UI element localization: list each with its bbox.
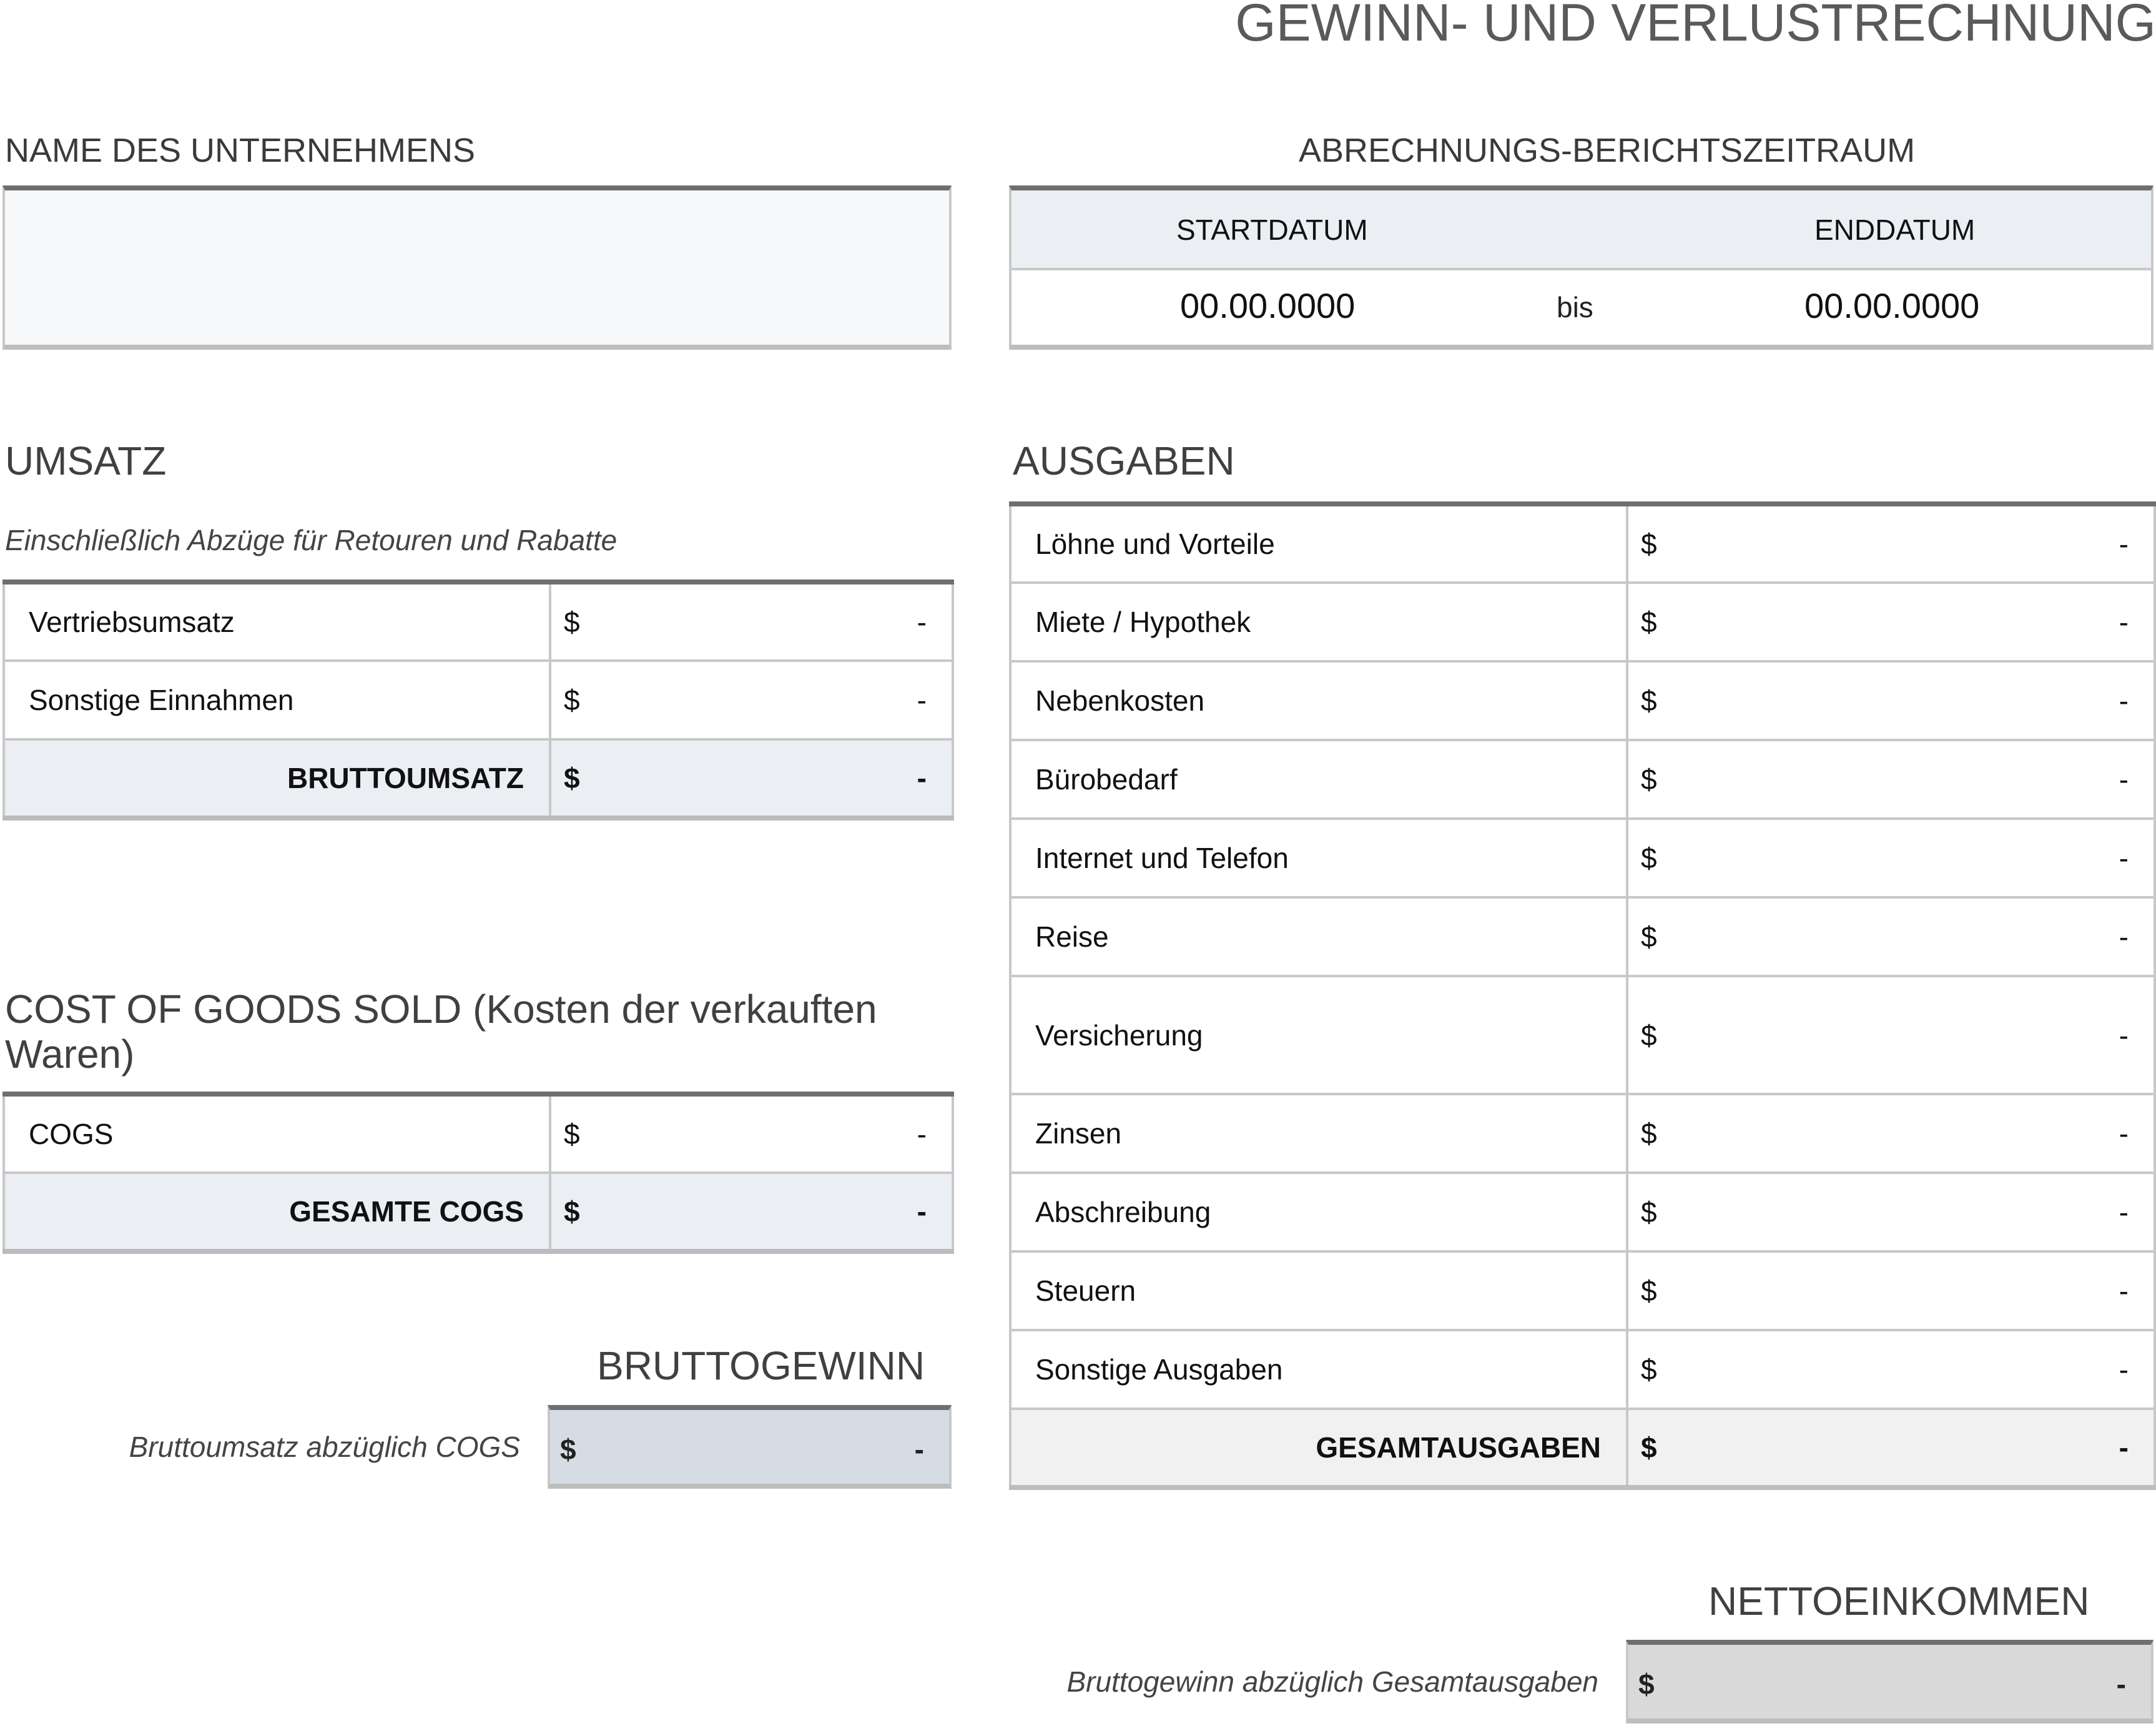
currency-symbol: $: [564, 1118, 580, 1150]
expense-row-amount[interactable]: [1627, 897, 2155, 976]
table-row: [4, 582, 953, 661]
amount-value: -: [2119, 684, 2129, 717]
expense-row-label: Löhne und Vorteile: [1010, 504, 1627, 583]
revenue-heading: UMSATZ: [5, 438, 167, 483]
revenue-table: [2, 579, 954, 821]
company-name-input[interactable]: [2, 185, 952, 350]
cogs-row-label: COGS: [4, 1094, 550, 1173]
currency-symbol: $: [1641, 1431, 1657, 1464]
amount-value: -: [2119, 842, 2129, 874]
expenses-heading: AUSGABEN: [1013, 438, 1235, 483]
cogs-total-amount: [550, 1173, 953, 1251]
end-date-header: ENDDATUM: [1814, 214, 1976, 246]
currency-symbol: $: [1641, 528, 1657, 560]
gross-profit-note: Bruttoumsatz abzüglich COGS: [129, 1431, 520, 1463]
currency-symbol: $: [1641, 1353, 1657, 1386]
amount-value: -: [917, 762, 927, 794]
period-header-row: [1012, 190, 2151, 270]
expense-row-label: Bürobedarf: [1010, 740, 1627, 819]
cogs-total-label: GESAMTE COGS: [4, 1173, 550, 1251]
expense-row-amount[interactable]: [1627, 976, 2155, 1094]
expense-row-amount[interactable]: [1627, 1330, 2155, 1409]
amount-value: -: [2119, 606, 2129, 638]
currency-symbol: $: [1641, 1196, 1657, 1228]
expense-row-amount[interactable]: [1627, 504, 2155, 583]
start-date-header: STARTDATUM: [1176, 214, 1368, 246]
amount-value: -: [2119, 1431, 2129, 1464]
table-row: [4, 661, 953, 739]
table-row: [1010, 1330, 2155, 1409]
amount-value: -: [2119, 763, 2129, 796]
revenue-note: Einschließlich Abzüge für Retouren und Rabatte: [5, 524, 618, 556]
table-row: [1010, 583, 2155, 661]
expense-row-label: Miete / Hypothek: [1010, 583, 1627, 661]
cogs-table: [2, 1092, 954, 1254]
expense-row-label: Internet und Telefon: [1010, 819, 1627, 897]
revenue-total-label: BRUTTOUMSATZ: [4, 739, 550, 818]
currency-symbol: $: [1641, 842, 1657, 874]
end-date-value[interactable]: 00.00.0000: [1804, 286, 1980, 325]
currency-symbol: $: [1641, 920, 1657, 953]
company-name-label: NAME DES UNTERNEHMENS: [5, 132, 476, 169]
currency-symbol: $: [1641, 763, 1657, 796]
amount-value: -: [2119, 1196, 2129, 1228]
table-row: [1010, 1251, 2155, 1330]
start-date-value[interactable]: 00.00.0000: [1180, 286, 1356, 325]
revenue-row-amount[interactable]: [550, 582, 953, 661]
amount-value: -: [2119, 1117, 2129, 1150]
expense-row-amount[interactable]: [1627, 583, 2155, 661]
amount-value: -: [2119, 1018, 2129, 1052]
revenue-row-label: Sonstige Einnahmen: [4, 661, 550, 739]
period-separator: bis: [1557, 291, 1593, 323]
amount-value: -: [2116, 1668, 2126, 1700]
currency-symbol: $: [1641, 1117, 1657, 1150]
currency-symbol: $: [1641, 1018, 1657, 1052]
amount-value: -: [917, 1195, 927, 1228]
table-row: [1010, 1173, 2155, 1251]
revenue-row-amount[interactable]: [550, 661, 953, 739]
amount-value: -: [2119, 1353, 2129, 1386]
expense-row-amount[interactable]: [1627, 1251, 2155, 1330]
table-row: [1010, 740, 2155, 819]
expense-row-amount[interactable]: [1627, 1173, 2155, 1251]
expense-row-label: Sonstige Ausgaben: [1010, 1330, 1627, 1409]
gross-profit-heading: BRUTTOGEWINN: [597, 1343, 925, 1388]
revenue-total-row: [4, 739, 953, 818]
revenue-total-amount: [550, 739, 953, 818]
cogs-row-amount[interactable]: [550, 1094, 953, 1173]
amount-value: -: [2119, 1275, 2129, 1307]
period-label: ABRECHNUNGS-BERICHTSZEITRAUM: [1299, 132, 1916, 169]
currency-symbol: $: [1641, 1275, 1657, 1307]
expenses-total-amount: [1627, 1409, 2155, 1487]
page-title: GEWINN- UND VERLUSTRECHNUNG: [1235, 0, 2156, 52]
net-income-note: Bruttogewinn abzüglich Gesamtausgaben: [1066, 1665, 1598, 1698]
amount-value: -: [2119, 920, 2129, 953]
period-box: [1009, 185, 2154, 350]
amount-value: -: [914, 1433, 924, 1466]
expenses-total-label: GESAMTAUSGABEN: [1010, 1409, 1627, 1487]
table-row: [4, 1094, 953, 1173]
expense-row-label: Reise: [1010, 897, 1627, 976]
amount-value: -: [2119, 528, 2129, 560]
expense-row-amount[interactable]: [1627, 1094, 2155, 1173]
expense-row-label: Zinsen: [1010, 1094, 1627, 1173]
gross-profit-amount: [548, 1405, 952, 1489]
table-row: [1010, 819, 2155, 897]
table-row: [1010, 504, 2155, 583]
expense-row-label: Nebenkosten: [1010, 661, 1627, 740]
currency-symbol: $: [564, 762, 580, 794]
table-row: [1010, 661, 2155, 740]
expense-row-label: Versicherung: [1010, 976, 1627, 1094]
expense-row-amount[interactable]: [1627, 661, 2155, 740]
amount-value: -: [917, 1118, 927, 1150]
currency-symbol: $: [1638, 1668, 1655, 1700]
expenses-table: [1009, 501, 2156, 1490]
expense-row-label: Steuern: [1010, 1251, 1627, 1330]
expense-row-amount[interactable]: [1627, 819, 2155, 897]
net-income-amount: [1626, 1640, 2154, 1724]
cogs-total-row: [4, 1173, 953, 1251]
table-row: [1010, 976, 2155, 1094]
amount-value: -: [917, 684, 927, 716]
currency-symbol: $: [560, 1433, 576, 1466]
revenue-row-label: Vertriebsumsatz: [4, 582, 550, 661]
net-income-heading: NETTOEINKOMMEN: [1708, 1579, 2090, 1624]
currency-symbol: $: [1641, 684, 1657, 717]
expenses-total-row: [1010, 1409, 2155, 1487]
amount-value: -: [917, 606, 927, 638]
currency-symbol: $: [564, 606, 580, 638]
table-row: [1010, 897, 2155, 976]
expense-row-amount[interactable]: [1627, 740, 2155, 819]
expense-row-label: Abschreibung: [1010, 1173, 1627, 1251]
currency-symbol: $: [1641, 606, 1657, 638]
currency-symbol: $: [564, 684, 580, 716]
currency-symbol: $: [564, 1195, 580, 1228]
cogs-heading: COST OF GOODS SOLD (Kosten der verkauften Waren): [5, 987, 877, 1077]
table-row: [1010, 1094, 2155, 1173]
